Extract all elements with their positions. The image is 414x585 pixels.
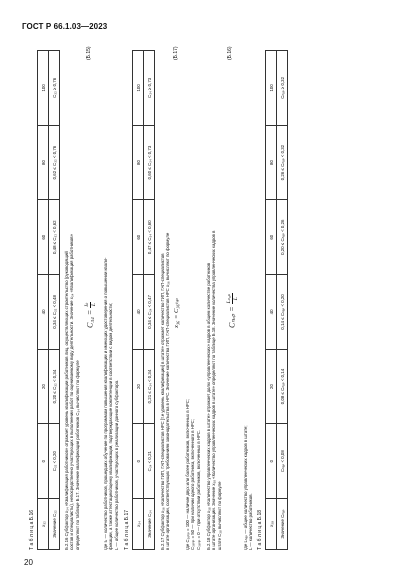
formula-b16-denominator: L	[233, 297, 239, 301]
table-17-head-cell: 40	[133, 275, 144, 350]
table-16-head-cell: 60	[38, 200, 49, 275]
table-17-cell: 0,60 ≤ C₃₄ < 0,73	[144, 125, 155, 200]
table-18-cell: Значение Cₙₐₚ	[277, 499, 288, 550]
table-17-cell: 0,21 ≤ C₃₄ < 0,34	[144, 349, 155, 424]
formula-b16-lhs: Cₙₐₚ =	[227, 304, 237, 328]
formula-b16-numerator: Lₙₐₚ	[226, 294, 232, 304]
formula-b17: x₃₆ = C₃₆ₜᵢₚ	[173, 298, 180, 328]
table-17-cell: Значение C₃₄	[144, 499, 155, 550]
paragraph-b2-18: Б.2.18 Субфактор x₃₈ «Количество управленческих кадров в штате» отражает долю «управленческих» кадров в общем количестве работников в штате организации. Значение x₃₈ «Количество управленческих кадров в штате» определяют по таблице Б.18. Значение количества управленческих кадров в штате C₃₈ вычисляют по формуле	[206, 230, 222, 550]
paragraph-b2-16: Б.2.16 Субфактор x₃₄ «Квалификация работников» отражает уровень квалификации работников лиц, осуществляющих строительство (руководящий состав и специалисты), непосредственно участвующих в выполнении работ по оцениваемому виду деятельности. Значение x₃₄ «Квалификация работников» определяют по таблице Б.17. Значение квалификации работников C₃₄ вычисляют по формуле	[64, 234, 80, 550]
table-16-head-cell: 0	[38, 424, 49, 499]
table-16-head-cell: 20	[38, 349, 49, 424]
formula-b15	[84, 302, 97, 328]
formula-b15-fraction	[84, 302, 97, 308]
table-16-head-cell: 100	[38, 51, 49, 126]
table-18-head-cell: x₃₈	[266, 499, 277, 550]
table-17-cell: 0,47 ≤ C₃₄ < 0,60	[144, 200, 155, 275]
table-18-cell: Cₙₐₚ < 0,08	[277, 424, 288, 499]
where-b17: где C₃₆ₜᵢₚ = 100 — наличие двух или более работников, включенных в НРС; C₃₆ₜᵢₚ = 50 — при наличии одного работника, включенного в НРС; C₃₆ₜᵢₚ = 0 — при отсутствии работников, включенных в НРС.	[185, 398, 201, 550]
equation-number-b17: (Б.17)	[173, 46, 179, 60]
table-18-head-cell: 100	[266, 51, 277, 126]
table-18-head-cell: 40	[266, 275, 277, 350]
table-16-head-cell: 40	[38, 275, 49, 350]
formula-b16	[226, 293, 239, 328]
table-18-cell: Cₙₐₚ ≥ 0,32	[277, 51, 288, 126]
table-17-head-row	[133, 51, 144, 550]
formula-b15-lhs: C₃₄ =	[85, 307, 95, 328]
table-16-value-row	[49, 51, 60, 550]
table-16	[37, 50, 60, 550]
table-18-head-cell: 80	[266, 125, 277, 200]
table-17-head-cell: 0	[133, 424, 144, 499]
table-18-head-cell: 60	[266, 200, 277, 275]
where-b16: где Lₙₐₚ — общее количество управленческих кадров в штате; L — количество работников.	[243, 425, 254, 550]
table-18-value-row	[277, 51, 288, 550]
document-code: ГОСТ Р 66.1.03—2023	[22, 22, 108, 31]
table-16-cell: 0,20 ≤ C₃₂ < 0,34	[49, 349, 60, 424]
table-18-cell: 0,14 ≤ Cₙₐₚ < 0,20	[277, 275, 288, 350]
table-18-head-cell: 20	[266, 349, 277, 424]
formula-b15-denominator: L	[91, 303, 97, 307]
table-17	[132, 50, 155, 550]
table-17-head-cell: 60	[133, 200, 144, 275]
table-16-cell: 0,34 ≤ C₃₂ < 0,48	[49, 275, 60, 350]
table-16-cell: C₃₂ ≥ 0,76	[49, 51, 60, 126]
table-17-cell: C₃₄ < 0,21	[144, 424, 155, 499]
table-17-caption: Т а б л и ц а Б.17	[124, 509, 130, 550]
table-17-head-cell: x₃₄	[133, 499, 144, 550]
table-16-caption: Т а б л и ц а Б.16	[29, 509, 35, 550]
table-18-cell: 0,08 ≤ Cₙₐₚ < 0,14	[277, 349, 288, 424]
equation-number-b16: (Б.16)	[227, 46, 233, 60]
equation-number-b15: (Б.15)	[86, 46, 92, 60]
table-18-caption: Т а б л и ц а Б.18	[257, 509, 263, 550]
table-18-head-cell: 0	[266, 424, 277, 499]
where-b15: где Iₖ — количество работников, прошедших обучение по программам повышения квалификации и имеющих удостоверения о повышении квали- фикации, а также аттестацию/оценку квалификации, подтверждающие компетенции в соответствии с видом деятельности; L — общее количество работников, участвующих в реализации данного субфактора.	[103, 257, 119, 550]
table-17-head-cell: 20	[133, 349, 144, 424]
table-16-head-cell: 80	[38, 125, 49, 200]
formula-b15-numerator: Iₖ	[84, 302, 90, 307]
table-17-cell: C₃₄ ≥ 0,73	[144, 51, 155, 126]
rotated-content	[30, 40, 380, 550]
table-16-head-row	[38, 51, 49, 550]
formula-b16-fraction	[226, 293, 239, 304]
table-18-cell: 0,26 ≤ Cₙₐₚ < 0,32	[277, 125, 288, 200]
table-18	[265, 50, 288, 550]
table-16-head-cell: x₃₂	[38, 499, 49, 550]
table-16-cell: C₃₂ < 0,20	[49, 424, 60, 499]
table-17-head-cell: 100	[133, 51, 144, 126]
table-17-value-row	[144, 51, 155, 550]
table-18-cell: 0,20 ≤ Cₙₐₚ < 0,26	[277, 200, 288, 275]
page-number: 20	[24, 558, 33, 567]
table-17-cell: 0,34 ≤ C₃₄ < 0,47	[144, 275, 155, 350]
table-16-cell: Значение C₃₂	[49, 499, 60, 550]
paragraph-b2-17: Б.2.17 Субфактор x₃₆ «Количество ГИП, ГАП-специалистов НРС [т.е уровень квалификации] в штате» отражает количество ГИП, ГАП-специалистов в штате организации, соответствующих требованиям законодательства в НРС. Значение количества ГИП, ГАП-специалистов НРС x₃₆ вычисляют по формуле	[160, 232, 171, 550]
table-16-cell: 0,62 ≤ C₃₂ < 0,76	[49, 125, 60, 200]
table-17-head-cell: 80	[133, 125, 144, 200]
table-16-cell: 0,48 ≤ C₃₂ < 0,62	[49, 200, 60, 275]
table-18-head-row	[266, 51, 277, 550]
